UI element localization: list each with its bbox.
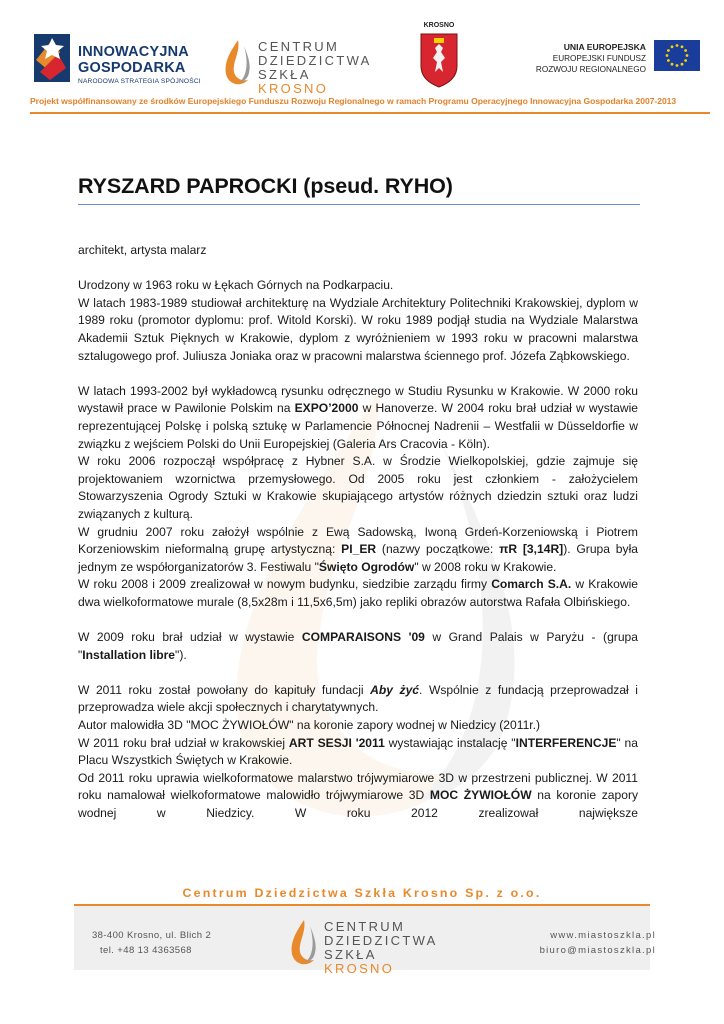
krosno-shield-icon <box>419 32 459 88</box>
europejski-fundusz-text: EUROPEJSKI FUNDUSZ <box>552 54 646 63</box>
footer-krosno-text: KROSNO <box>324 961 395 976</box>
innowacyjna-gospodarka-mark-icon <box>30 32 74 84</box>
footer-centrum-text: CENTRUM <box>324 919 406 934</box>
gospodarka-text: GOSPODARKA <box>78 60 186 76</box>
phone-line: tel. +48 13 4363568 <box>100 945 192 956</box>
glass-drop-icon <box>220 38 254 88</box>
innowacyjna-text: INNOWACYJNA <box>78 44 189 60</box>
paragraph-birth: Urodzony w 1963 roku w Łękach Górnych na Podkarpaciu. <box>78 278 394 293</box>
footer-company-name: Centrum Dziedzictwa Szkła Krosno Sp. z o.o. <box>182 886 542 900</box>
paragraph-pi-er: W grudniu 2007 roku założył wspólnie z Ewą Sadowską, Iwoną Grdeń-Korzeniowską i Piotrem Korzeniowskim nieformalną grupę artystyczną: PI_ER (nazwy początkowe: πR [3,14R]). Grupa była jednym ze współorganizatorów 3. Festiwalu "Święto Ogrodów" w 2008 roku w Krakowie. <box>78 524 638 574</box>
narodowa-strategia-text: NARODOWA STRATEGIA SPÓJNOŚCI <box>78 78 201 85</box>
krosno-text: KROSNO <box>258 81 329 96</box>
footer-glass-drop-icon <box>286 918 320 968</box>
paragraph-comarch: W roku 2008 i 2009 zrealizował w nowym budynku, siedzibie zarządu firmy Comarch S.A. w Krakowie dwa wielkoformatowe murale (8,5x28m i 11,5x6,5m) jako repliki obrazów autorstwa Rafała Olbińskiego. <box>78 577 638 609</box>
address-line: 38-400 Krosno, ul. Blich 2 <box>92 930 212 941</box>
krosno-label: KROSNO <box>423 22 455 29</box>
paragraph-hybner: W roku 2006 rozpoczął współpracę z Hybner S.A. w Środzie Wielkopolskiej, gdzie zajmuje się projektowaniem wzornictwa przemysłowego. Od 2005 roku jest członkiem - założycielem Stowarzyszenia Ogrody Sztuki w Krakowie skupiającego artystów różnych dziedzin sztuki oraz ludzi związanych z kulturą. <box>78 454 638 521</box>
biography-text <box>78 242 638 823</box>
paragraph-teaching: W latach 1993-2002 był wykładowcą rysunku odręcznego w Studiu Rysunku w Krakowie. W 2000 roku wystawił prace w Pawilonie Polskim na EXPO’2000 w Hanoverze. W 2004 roku brał udział w wystawie reprezentującej Polskę i polską sztukę w Parlamencie Północnej Nadrenii – Westfalii w Düsseldorfie w związku z wejściem Polski do Unii Europejskiej (Galeria Ars Cracovia - Köln). <box>78 383 638 451</box>
paragraph-comparaisons: W 2009 roku brał udział w wystawie COMPARAISONS '09 w Grand Palais w Paryżu - (grupa "Installation libre"). <box>78 630 638 662</box>
subtitle: architekt, artysta malarz <box>78 243 207 257</box>
footer-dziedzictwa-text: DZIEDZICTWA <box>324 933 438 948</box>
eu-flag-icon <box>654 40 700 71</box>
centrum-dziedzictwa-logo <box>220 34 380 96</box>
paragraph-art-sesja: W 2011 roku brał udział w krakowskiej ART SESJI '2011 wystawiając instalację "INTERFERENCJE" na Placu Wszystkich Świętych w Krakowie. <box>78 735 638 768</box>
dziedzictwa-text: DZIEDZICTWA <box>258 53 372 68</box>
rozwoju-regionalnego-text: ROZWOJU REGIONALNEGO <box>535 65 646 74</box>
footer-address <box>92 928 242 958</box>
header-divider <box>30 112 710 114</box>
website-link[interactable]: www.miastoszkla.pl <box>550 930 656 941</box>
paragraph-moc-zywiolow: Autor malowidła 3D "MOC ŻYWIOŁÓW" na koronie zapory wodnej w Niedzicy (2011r.) <box>78 718 541 733</box>
footer-centrum-logo <box>286 914 446 976</box>
email-link[interactable]: biuro@miastoszkla.pl <box>539 945 656 956</box>
footer-szkla-text: SZKŁA <box>324 947 376 962</box>
page-title: RYSZARD PAPROCKI (pseud. RYHO) <box>78 174 453 198</box>
centrum-text: CENTRUM <box>258 39 340 54</box>
project-funding-note: Projekt współfinansowany ze środków Europejskiego Funduszu Rozwoju Regionalnego w ramach Programu Operacyjnego Innowacyjna Gospodarka 2007-2013 <box>30 96 677 106</box>
paragraph-fundacja: W 2011 roku został powołany do kapituły fundacji Aby żyć. Wspólnie z fundacją przeprowadzał i przeprowadza wiele akcji społecznych i charytatywnych. <box>78 682 638 715</box>
paragraph-3d-painting: Od 2011 roku uprawia wielkoformatowe malarstwo trójwymiarowe 3D w przestrzeni publicznej. W 2011 roku namalował wielkoformatowe malowidło trójwymiarowe 3D MOC ŻYWIOŁÓW na koronie zapory wodnej w Niedzicy. W roku 2012 zrealizował największe <box>78 770 639 820</box>
footer-contact <box>476 928 656 958</box>
unia-europejska-text: UNIA EUROPEJSKA <box>563 42 646 52</box>
title-underline <box>78 204 640 205</box>
krosno-coat-of-arms <box>414 22 464 94</box>
paragraph-education: W latach 1983-1989 studiował architekturę na Wydziale Architektury Politechniki Krakowskiej, dyplom w 1989 roku (promotor dyplomu: prof. Witold Korski). W roku 1989 podjął studia na Wydziale Malarstwa Akademii Sztuk Pięknych w Krakowie, dyplom z wyróżnieniem w 1993 roku w pracowni malarstwa sztalugowego prof. Juliusza Joniaka oraz w pracowni malarstwa ściennego prof. Józefa Ząbkowskiego. <box>78 295 638 363</box>
innowacyjna-gospodarka-logo <box>30 28 215 90</box>
unia-europejska-logo <box>528 40 698 90</box>
szkla-text: SZKŁA <box>258 67 310 82</box>
